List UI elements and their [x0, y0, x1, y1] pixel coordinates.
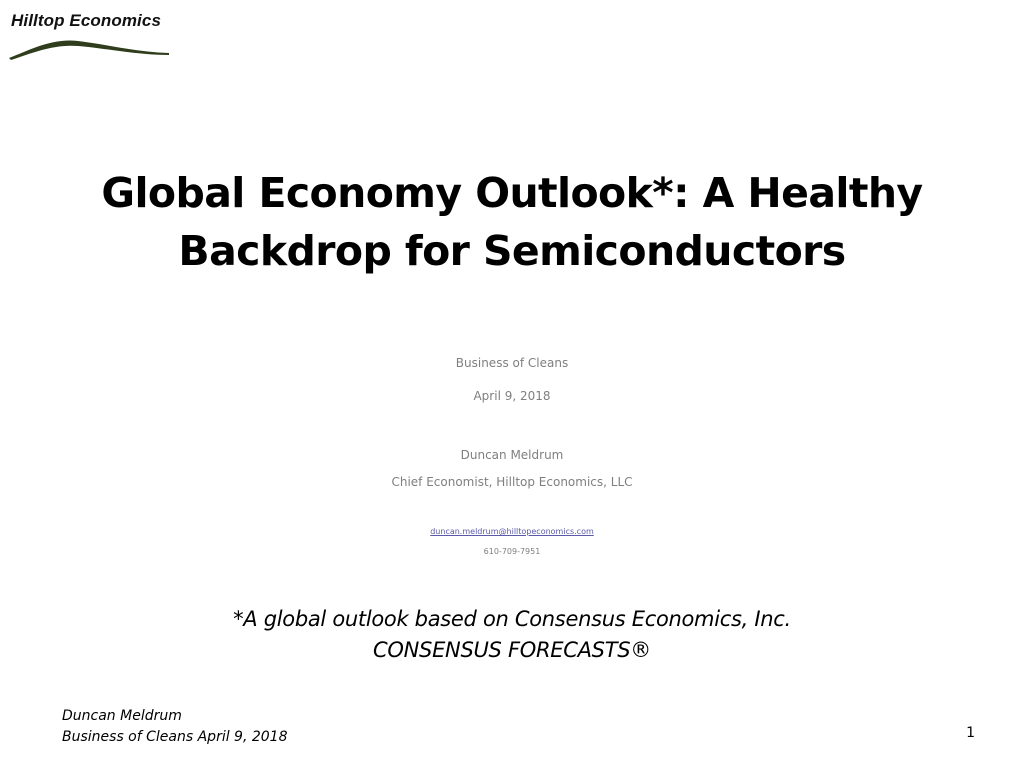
footer-line-2: Business of Cleans April 9, 2018 — [62, 729, 288, 745]
presenter-email-link[interactable]: duncan.meldrum@hilltopeconomics.com — [430, 527, 594, 536]
company-logo — [8, 8, 173, 60]
footnote-line-2: CONSENSUS FORECASTS® — [373, 638, 651, 662]
event-date: April 9, 2018 — [473, 389, 551, 403]
presenter-name: Duncan Meldrum — [460, 448, 564, 462]
presenter-role: Chief Economist, Hilltop Economics, LLC — [391, 475, 633, 489]
footnote-line-1: *A global outlook based on Consensus Economics, Inc. — [233, 607, 791, 631]
title-footnote — [112, 604, 912, 666]
slide-title — [60, 164, 964, 280]
event-name: Business of Cleans — [455, 356, 569, 370]
presenter-phone: 610-709-7951 — [483, 547, 541, 556]
slide-title-line-2: Backdrop for Semiconductors — [178, 227, 846, 275]
footer-line-1: Duncan Meldrum — [62, 708, 182, 724]
hill-swoosh-shape — [9, 41, 169, 60]
page-number: 1 — [966, 725, 975, 741]
slide-footer — [62, 706, 288, 748]
hill-swoosh-icon — [8, 32, 173, 62]
logo-text: Hilltop Economics — [11, 11, 161, 30]
slide-title-line-1: Global Economy Outlook*: A Healthy — [101, 169, 923, 217]
